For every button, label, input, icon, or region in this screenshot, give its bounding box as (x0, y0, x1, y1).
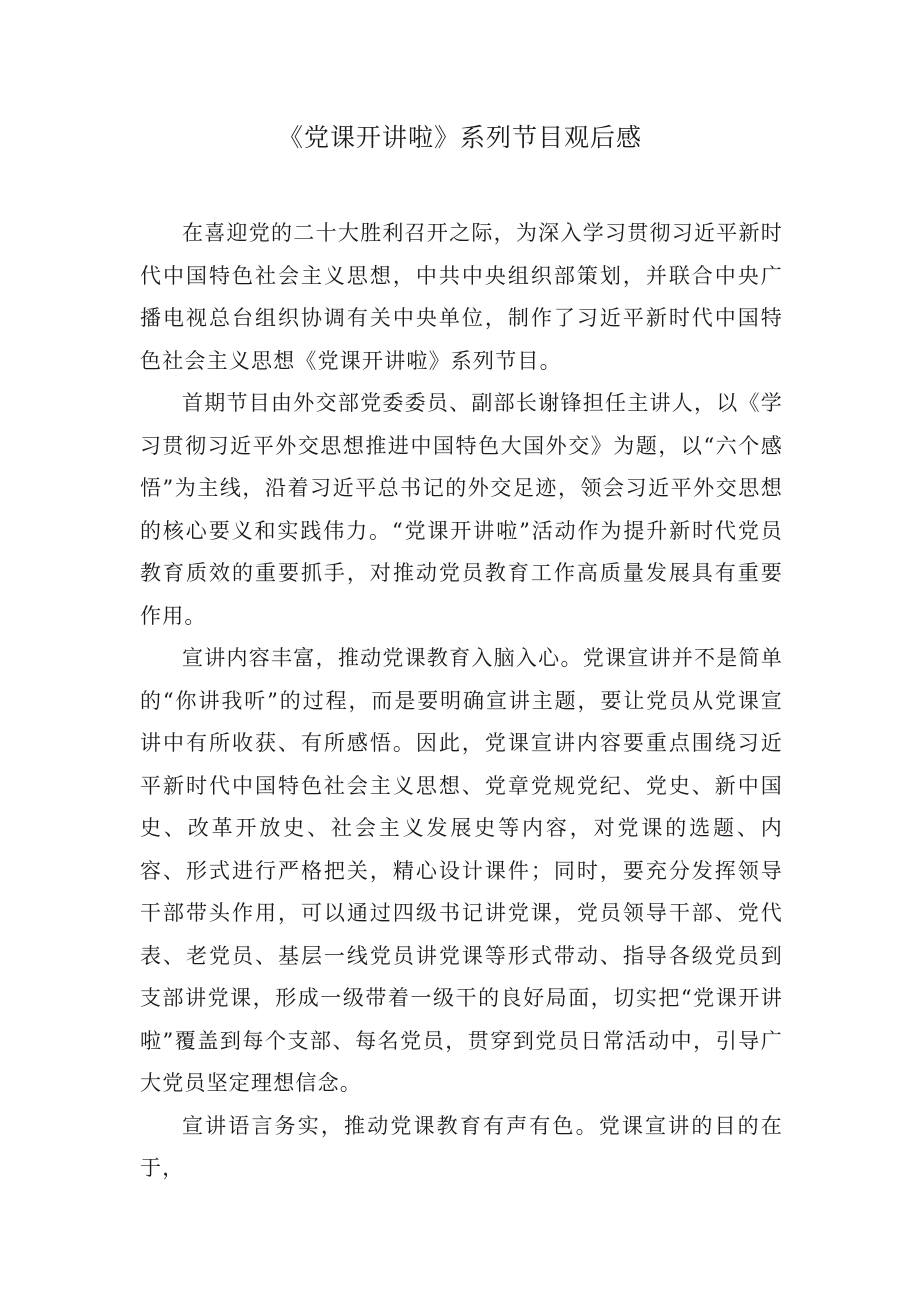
document-body (140, 212, 783, 1190)
paragraph-content-rich: 宣讲内容丰富，推动党课教育入脑入心。党课宣讲并不是简单的“你讲我听”的过程，而是要明确宣讲主题，要让党员从党课宣讲中有所收获、有所感悟。因此，党课宣讲内容要重点围绕习近平新时代中国特色社会主义思想、党章党规党纪、党史、新中国史、改革开放史、社会主义发展史等内容，对党课的选题、内容、形式进行严格把关，精心设计课件；同时，要充分发挥领导干部带头作用，可以通过四级书记讲党课，党员领导干部、党代表、老党员、基层一线党员讲党课等形式带动、指导各级党员到支部讲党课，形成一级带着一级干的良好局面，切实把“党课开讲啦”覆盖到每个支部、每名党员，贯穿到党员日常活动中，引导广大党员坚定理想信念。 (140, 646, 783, 1095)
paragraph-language-practical: 宣讲语言务实，推动党课教育有声有色。党课宣讲的目的在于， (140, 1113, 783, 1180)
paragraph-first-episode: 首期节目由外交部党委委员、副部长谢锋担任主讲人，以《学习贯彻习近平外交思想推进中国特色大国外交》为题，以“六个感悟”为主线，沿着习近平总书记的外交足迹，领会习近平外交思想的核心要义和实践伟力。“党课开讲啦”活动作为提升新时代党员教育质效的重要抓手，对推动党员教育工作高质量发展具有重要作用。 (140, 391, 783, 628)
paragraph-intro: 在喜迎党的二十大胜利召开之际，为深入学习贯彻习近平新时代中国特色社会主义思想，中共中央组织部策划，并联合中央广播电视总台组织协调有关中央单位，制作了习近平新时代中国特色社会主义思想《党课开讲啦》系列节目。 (140, 221, 783, 373)
document-title: 《党课开讲啦》系列节目观后感 (277, 123, 642, 152)
